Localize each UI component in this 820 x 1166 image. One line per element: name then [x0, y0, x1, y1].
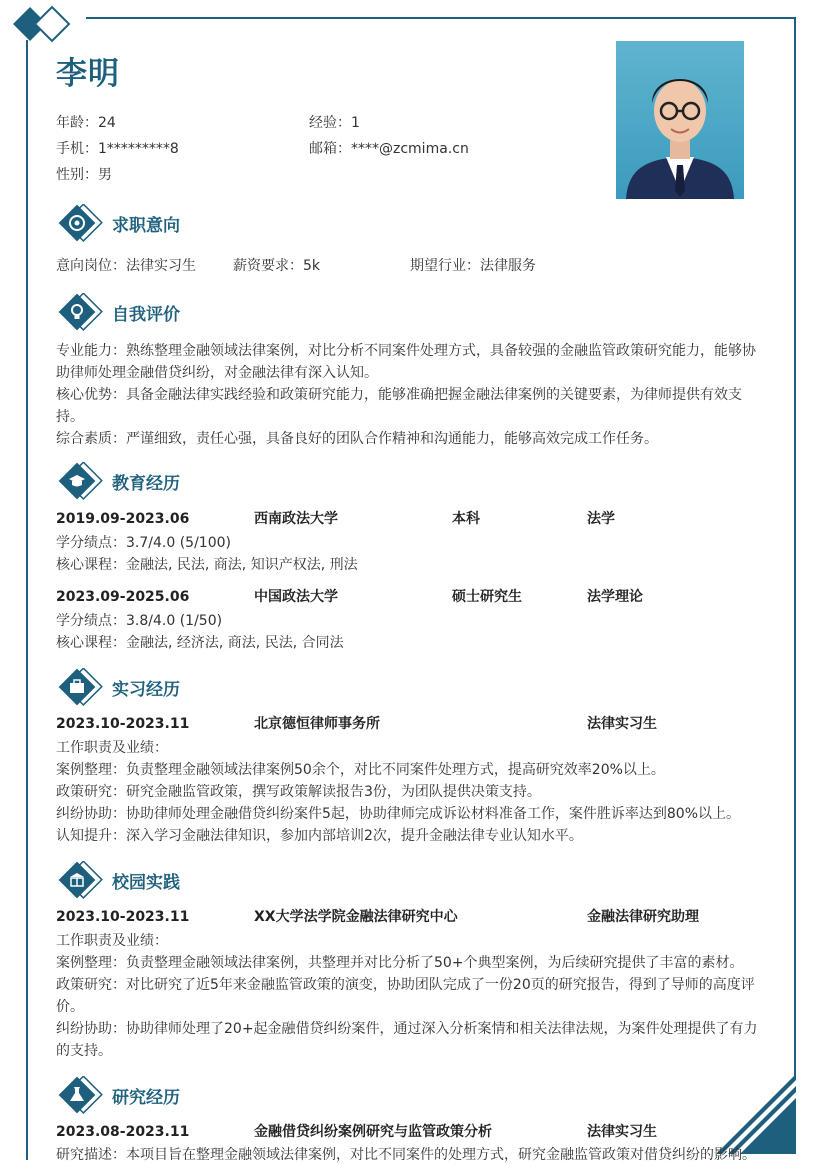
internship-date: 2023.10-2023.11	[56, 716, 190, 732]
intent-industry: 期望行业：法律服务	[410, 258, 536, 274]
internship-line: 工作职责及业绩：	[56, 740, 168, 756]
internship-line: 纠纷协助：协助律师处理金融借贷纠纷案件5起，协助律师完成诉讼材料准备工作，案件胜诉率达到80%以上。	[56, 806, 741, 822]
edu-date: 2023.09-2025.06	[56, 589, 190, 605]
campus-line: 工作职责及业绩：	[56, 933, 168, 949]
internship-line: 政策研究：研究金融监管政策，撰写政策解读报告3份，为团队提供决策支持。	[56, 784, 541, 800]
edu-date: 2019.09-2023.06	[56, 511, 190, 527]
section-title-internship: 实习经历	[112, 680, 180, 700]
corner-diamond-icon	[10, 4, 78, 48]
education-entry-header	[56, 508, 768, 530]
experience-label: 经验：	[309, 115, 351, 131]
graduation-cap-icon	[58, 462, 108, 502]
self-eval-line: 持。	[56, 409, 84, 425]
edu-courses: 核心课程：金融法, 经济法, 商法, 民法, 合同法	[56, 635, 344, 651]
research-entry-header	[56, 1121, 768, 1143]
target-icon	[58, 204, 108, 244]
intent-position: 意向岗位：法律实习生	[56, 258, 196, 274]
phone-field	[56, 138, 179, 158]
campus-line: 价。	[56, 999, 84, 1015]
experience-field	[309, 112, 360, 132]
email-field	[309, 138, 469, 158]
edu-degree: 硕士研究生	[452, 589, 522, 605]
briefcase-icon	[58, 668, 108, 708]
experience-value: 1	[351, 115, 360, 131]
email-value: ****@zcmima.cn	[351, 141, 469, 157]
section-title-research: 研究经历	[112, 1088, 180, 1108]
internship-org: 北京德恒律师事务所	[254, 716, 380, 732]
intent-salary: 薪资要求：5k	[233, 258, 321, 274]
internship-role: 法律实习生	[587, 716, 657, 732]
gender-value: 男	[98, 167, 112, 183]
phone-value: 1*********8	[98, 141, 179, 157]
age-label: 年龄：	[56, 115, 98, 131]
edu-gpa: 学分绩点：3.7/4.0 (5/100)	[56, 535, 231, 551]
age-value: 24	[98, 115, 116, 131]
frame-left-line	[26, 40, 28, 1160]
campus-role: 金融法律研究助理	[587, 909, 699, 925]
campus-entry-header	[56, 906, 768, 928]
lightbulb-icon	[58, 293, 108, 333]
section-title-self-eval: 自我评价	[112, 305, 180, 325]
internship-line: 认知提升：深入学习金融法律知识，参加内部培训2次，提升金融法律专业认知水平。	[56, 828, 583, 844]
research-line: 研究描述：本项目旨在整理金融领域法律案例，对比不同案件的处理方式，研究金融监管政策对借贷纠纷的影响。	[56, 1147, 756, 1163]
gender-field	[56, 164, 112, 184]
self-eval-line: 综合素质：严谨细致，责任心强，具备良好的团队合作精神和沟通能力，能够高效完成工作任务。	[56, 431, 658, 447]
gender-label: 性别：	[56, 167, 98, 183]
research-project: 金融借贷纠纷案例研究与监管政策分析	[254, 1124, 492, 1140]
age-field	[56, 112, 116, 132]
self-eval-line: 助律师处理金融借贷纠纷，对金融法律有深入认知。	[56, 365, 378, 381]
intent-row	[56, 255, 768, 277]
internship-line: 案例整理：负责整理金融领域法律案例50余个，对比不同案件处理方式，提高研究效率20%以上。	[56, 762, 665, 778]
section-title-education: 教育经历	[112, 474, 180, 494]
self-eval-line: 专业能力：熟练整理金融领域法律案例，对比分析不同案件处理方式，具备较强的金融监管政策研究能力，能够协	[56, 343, 756, 359]
campus-org: XX大学法学院金融法律研究中心	[254, 909, 458, 925]
edu-gpa: 学分绩点：3.8/4.0 (1/50)	[56, 613, 223, 629]
edu-courses: 核心课程：金融法, 民法, 商法, 知识产权法, 刑法	[56, 557, 358, 573]
flask-icon	[58, 1076, 108, 1116]
campus-line: 政策研究：对比研究了近5年来金融监管政策的演变，协助团队完成了一份20页的研究报告，得到了导师的高度评	[56, 977, 755, 993]
internship-entry-header	[56, 713, 768, 735]
edu-school: 中国政法大学	[254, 589, 338, 605]
edu-major: 法学理论	[587, 589, 643, 605]
campus-line: 纠纷协助：协助律师处理了20+起金融借贷纠纷案件，通过深入分析案情和相关法律法规，为案件处理提供了有力	[56, 1021, 758, 1037]
campus-line: 案例整理：负责整理金融领域法律案例，共整理并对比分析了50+个典型案例，为后续研究提供了丰富的素材。	[56, 955, 744, 971]
campus-date: 2023.10-2023.11	[56, 909, 190, 925]
section-title-campus: 校园实践	[112, 873, 180, 893]
building-icon	[58, 861, 108, 901]
profile-photo	[616, 41, 744, 199]
section-title-intent: 求职意向	[112, 216, 180, 236]
phone-label: 手机：	[56, 141, 98, 157]
research-role: 法律实习生	[587, 1124, 657, 1140]
research-date: 2023.08-2023.11	[56, 1124, 190, 1140]
education-entry-header	[56, 586, 768, 608]
edu-school: 西南政法大学	[254, 511, 338, 527]
candidate-name: 李明	[56, 56, 120, 92]
frame-right-line	[794, 17, 796, 1117]
edu-degree: 本科	[452, 511, 480, 527]
email-label: 邮箱：	[309, 141, 351, 157]
campus-line: 的支持。	[56, 1043, 112, 1059]
frame-top-line	[86, 17, 796, 19]
edu-major: 法学	[587, 511, 615, 527]
self-eval-line: 核心优势：具备金融法律实践经验和政策研究能力，能够准确把握金融法律案例的关键要素，为律师提供有效支	[56, 387, 742, 403]
